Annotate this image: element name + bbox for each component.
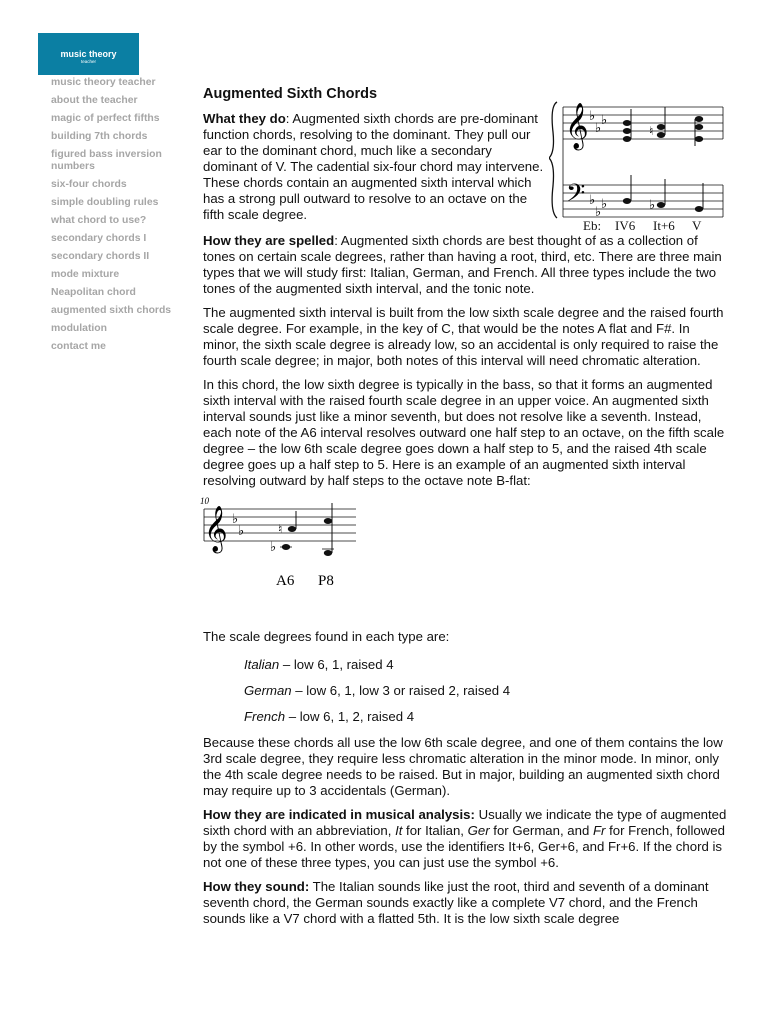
logo-subtitle: teacher xyxy=(80,59,96,64)
chord-v xyxy=(695,116,703,212)
flat-icon: ♭ xyxy=(238,523,245,538)
treble-clef-icon: 𝄞 xyxy=(204,506,228,551)
flat-icon: ♭ xyxy=(601,196,608,211)
grand-staff-example xyxy=(549,94,729,232)
flat-icon: ♭ xyxy=(589,108,596,123)
interval-label-p8: P8 xyxy=(318,573,334,589)
note-head xyxy=(623,128,631,134)
type-name-german: German xyxy=(244,683,292,698)
interval-example-staff xyxy=(200,497,360,593)
nav-link-augmented-sixth-chords[interactable]: augmented sixth chords xyxy=(51,305,172,316)
bass-clef-icon: 𝄢 xyxy=(566,180,586,213)
nav-link-secondary-chords-ii[interactable]: secondary chords II xyxy=(51,251,150,262)
chord-label-it6: It+6 xyxy=(653,218,675,232)
note-head xyxy=(623,120,631,126)
minor-paragraph: Because these chords all use the low 6th scale degree, and one of them contains the low 3rd scale degree, they require less chromatic alteration in the minor mode. In minor, only the 4th scale degree needs to be raised. But in major, building an augmented sixth chord may require up to 3 accidentals (German). xyxy=(203,735,723,798)
treble-clef-icon: 𝄞 xyxy=(565,103,589,148)
bass-paragraph: In this chord, the low sixth degree is typically in the bass, so that it forms an augmented sixth interval with the raised fourth scale degree in an upper voice. An augmented sixth interval sounds just like a minor seventh, but does not resolve like a seventh. Instead, each note of the A6 interval resolves outward one half step to an octave, on the fifth scale degree – the low 6th scale degree goes down a half step to 5, and the raised 4th scale degree goes up a half step to 5. Here is an example of an augmented sixth interval resolving outward by half steps to the octave note B-flat: xyxy=(203,377,725,488)
type-name-french: French xyxy=(244,709,286,724)
type-degrees-french: – low 6, 1, 2, raised 4 xyxy=(285,709,415,724)
chord-label-v: V xyxy=(692,218,702,232)
nav-link-about-the-teacher[interactable]: about the teacher xyxy=(51,95,138,106)
article-content xyxy=(200,80,728,935)
note-head xyxy=(657,132,665,138)
interval-label-a6: A6 xyxy=(276,573,295,589)
key-label: Eb: xyxy=(583,218,602,232)
key-signature-bass xyxy=(589,192,607,219)
indicated-text-3: for German, and xyxy=(489,823,593,838)
augmented-sixth-interval xyxy=(270,511,296,554)
flat-icon: ♭ xyxy=(270,539,277,554)
note-head xyxy=(695,136,703,142)
nav-link-building-7th-chords[interactable]: building 7th chords xyxy=(51,131,148,142)
note-head xyxy=(657,124,665,130)
interval-paragraph: The augmented sixth interval is built from the low sixth scale degree and the raised fourth scale degree. For example, in the key of C, that would be the notes A flat and F#. In minor, the sixth scale degree is already low, so an accidental is only required to raise the fourth scale degree; in major, both notes of this interval will need chromatic alteration. xyxy=(203,305,724,368)
degrees-intro: The scale degrees found in each type are: xyxy=(203,629,450,644)
type-french xyxy=(244,709,728,725)
nav-link-magic-of-perfect-fifths[interactable]: magic of perfect fifths xyxy=(51,113,160,124)
type-name-italian: Italian xyxy=(244,657,280,672)
nav-link-what-chord-to-use[interactable]: what chord to use? xyxy=(51,215,147,226)
note-head xyxy=(324,550,332,556)
what-they-do-heading: What they do xyxy=(203,111,286,126)
spelled-heading: How they are spelled xyxy=(203,233,335,248)
staff-brace xyxy=(549,102,557,218)
natural-icon: ♮ xyxy=(278,522,283,536)
type-german xyxy=(244,683,728,699)
note-head xyxy=(324,518,332,524)
what-they-do-text: : Augmented sixth chords are pre-dominant function chords, resolving to the dominant. They pull our ear to the dominant chord, much like a secondary dominant of V. The cadential six-four chord may intervene. These chords contain an augmented sixth interval which has a strong pull outward to resolve to an octave on the fifth scale degree. xyxy=(203,111,544,222)
chord-label-iv6: IV6 xyxy=(615,218,636,232)
indicated-heading: How they are indicated in musical analysis: xyxy=(203,807,475,822)
octave-interval xyxy=(322,503,334,556)
flat-icon: ♭ xyxy=(649,197,656,212)
flat-icon: ♭ xyxy=(232,511,239,526)
abbr-it: It xyxy=(395,823,403,838)
indicated-text-1: Usually we indicate the type of augmented sixth chord with an abbreviation, xyxy=(203,807,727,838)
flat-icon: ♭ xyxy=(595,204,602,219)
note-head xyxy=(695,206,703,212)
indicated-text-4: for French, followed by the symbol +6. In other words, use the identifiers It+6, Ger+6, and Fr+6. If the chord is not one of these three types, you can just use the symbol +6. xyxy=(203,823,725,870)
nav-link-figured-bass-inversion-numbers[interactable]: figured bass inversion numbers xyxy=(51,149,162,172)
type-degrees-italian: – low 6, 1, raised 4 xyxy=(279,657,394,672)
indicated-paragraph xyxy=(203,807,728,871)
page-title: Augmented Sixth Chords xyxy=(203,86,378,102)
abbr-ger: Ger xyxy=(467,823,490,838)
type-italian xyxy=(244,657,728,673)
note-head xyxy=(695,116,703,122)
logo-title: music theory xyxy=(60,49,117,59)
analysis-labels xyxy=(583,218,702,232)
chord-iv6 xyxy=(623,109,631,204)
nav-link-simple-doubling-rules[interactable]: simple doubling rules xyxy=(51,197,159,208)
note-head xyxy=(623,198,631,204)
natural-icon: ♮ xyxy=(649,124,654,138)
note-head xyxy=(657,202,665,208)
bass-staff xyxy=(563,185,723,217)
spelled-paragraph xyxy=(203,233,728,297)
nav-link-mode-mixture[interactable]: mode mixture xyxy=(51,269,120,280)
sound-text: The Italian sounds like just the root, third and seventh of a dominant seventh chord, the German sounds exactly like a complete V7 chord, and the French sounds like a V7 chord with a flatted 5th. It is the low sixth scale degree xyxy=(203,879,709,926)
abbr-fr: Fr xyxy=(592,823,606,838)
flat-icon: ♭ xyxy=(589,192,596,207)
note-head xyxy=(695,124,703,130)
nav-link-modulation[interactable]: modulation xyxy=(51,323,107,334)
spelled-text: : Augmented sixth chords are best thought of as a collection of tones on certain scale degrees, rather than having a root, third, etc. There are three main types that we will study first: Italian, German, and French. All three types include the two tones of the augmented sixth interval, and the tonic note. xyxy=(203,233,722,296)
nav-link-six-four-chords[interactable]: six-four chords xyxy=(51,179,127,190)
sound-heading: How they sound: xyxy=(203,879,310,894)
note-head xyxy=(623,136,631,142)
flat-icon: ♭ xyxy=(601,112,608,127)
nav-link-music-theory-teacher[interactable]: music theory teacher xyxy=(51,77,156,88)
note-head xyxy=(288,526,296,532)
flat-icon: ♭ xyxy=(595,120,602,135)
site-logo[interactable] xyxy=(38,33,139,75)
nav-link-neapolitan-chord[interactable]: Neapolitan chord xyxy=(51,287,136,298)
type-degrees-german: – low 6, 1, low 3 or raised 2, raised 4 xyxy=(291,683,511,698)
indicated-text-2: for Italian, xyxy=(402,823,468,838)
nav-link-secondary-chords-i[interactable]: secondary chords I xyxy=(51,233,147,244)
measure-number: 10 xyxy=(200,497,209,506)
sidebar-nav xyxy=(51,77,191,359)
nav-link-contact-me[interactable]: contact me xyxy=(51,341,106,352)
what-they-do-paragraph xyxy=(203,111,548,223)
sound-paragraph xyxy=(203,879,728,927)
